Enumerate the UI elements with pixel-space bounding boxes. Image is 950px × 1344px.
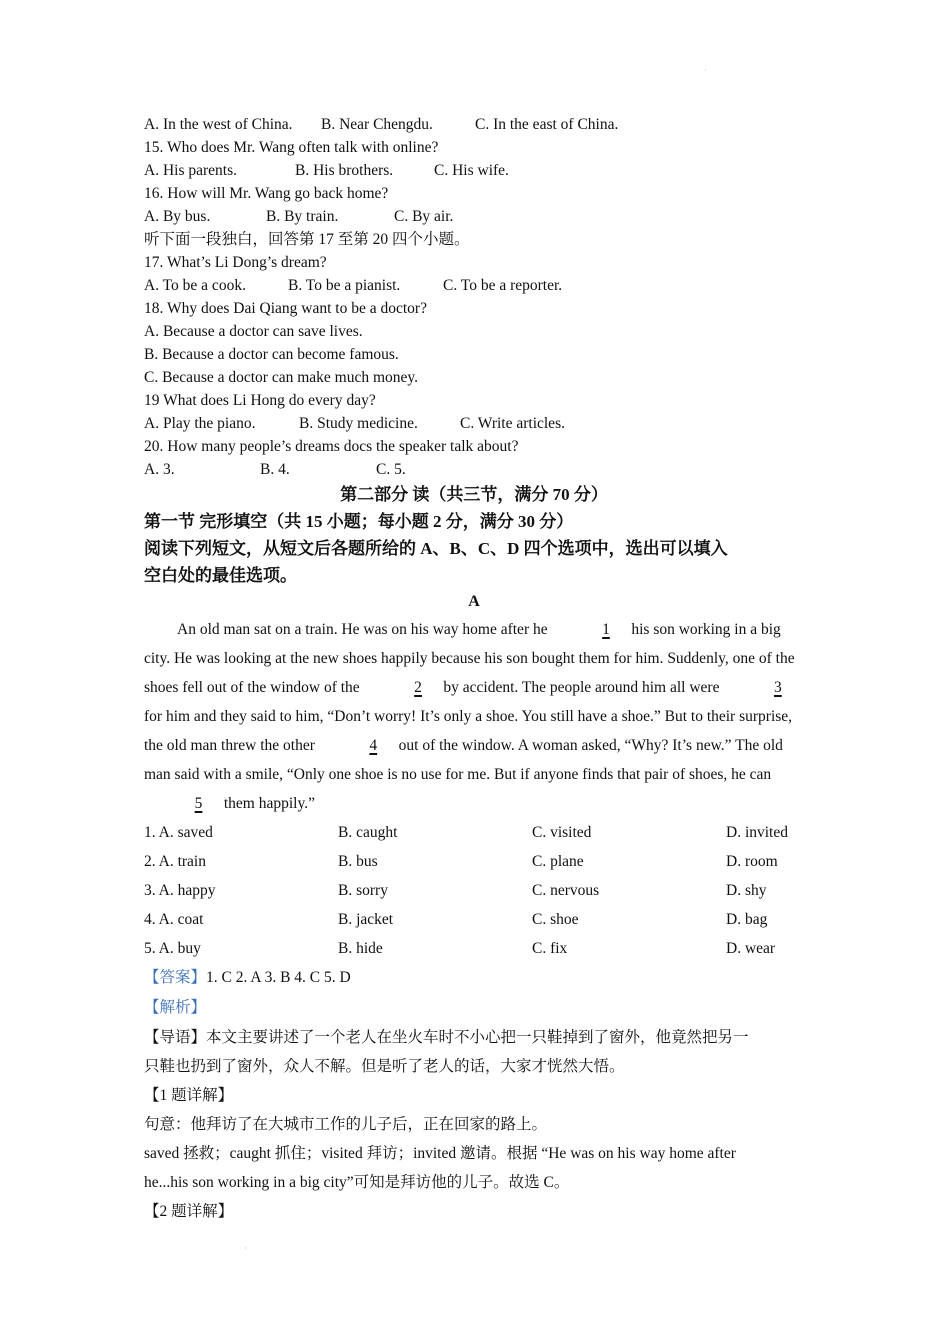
choice: 5. A. buy bbox=[144, 940, 201, 957]
option: B. Study medicine. bbox=[299, 415, 418, 432]
q18-option-c: C. Because a doctor can make much money. bbox=[144, 369, 419, 386]
choice: 2. A. train bbox=[144, 853, 206, 870]
guide-line-1: 【导语】本文主要讲述了一个老人在坐火车时不小心把一只鞋掉到了窗外，他竟然把另一 bbox=[144, 1029, 749, 1046]
passage-text: An old man sat on a train. He was on his way home after he bbox=[177, 621, 552, 638]
q19-question: 19 What does Li Hong do every day? bbox=[144, 392, 376, 409]
option: C. By air. bbox=[394, 208, 454, 225]
choice: C. visited bbox=[532, 824, 592, 841]
q14-options bbox=[144, 113, 804, 136]
q18-question: 18. Why does Dai Qiang want to be a doctor? bbox=[144, 300, 427, 317]
blank-1: 1 bbox=[602, 621, 610, 638]
choice: C. shoe bbox=[532, 911, 579, 928]
option: C. 5. bbox=[376, 461, 406, 478]
q16-options bbox=[144, 205, 804, 228]
option: C. To be a reporter. bbox=[443, 277, 563, 294]
option: C. Write articles. bbox=[460, 415, 565, 432]
detail1-sentence: 句意：他拜访了在大城市工作的儿子后，正在回家的路上。 bbox=[144, 1116, 548, 1133]
choice: 1. A. saved bbox=[144, 824, 213, 841]
choice: B. caught bbox=[338, 824, 398, 841]
choice: D. bag bbox=[726, 911, 768, 928]
q20-question: 20. How many people’s dreams docs the speaker talk about? bbox=[144, 438, 519, 455]
choice: B. bus bbox=[338, 853, 378, 870]
scan-mark-bottom: · bbox=[244, 1244, 247, 1253]
choice: C. nervous bbox=[532, 882, 600, 899]
q15-question: 15. Who does Mr. Wang often talk with online? bbox=[144, 139, 439, 156]
cloze-passage bbox=[144, 615, 804, 818]
detail1-explanation-1: saved 拯救；caught 抓住；visited 拜访；invited 邀请。根据 “He was on his way home after bbox=[144, 1145, 736, 1162]
option: B. 4. bbox=[260, 461, 290, 478]
option: A. His parents. bbox=[144, 162, 237, 179]
answer-line bbox=[144, 963, 804, 993]
part2-title: 第二部分 读（共三节，满分 70 分） bbox=[340, 485, 608, 504]
detail1-title: 【1 题详解】 bbox=[144, 1087, 234, 1104]
instruction-line-1: 阅读下列短文，从短文后各题所给的 A、B、C、D 四个选项中，选出可以填入 bbox=[144, 539, 728, 558]
option: B. To be a pianist. bbox=[288, 277, 401, 294]
blank-3: 3 bbox=[773, 679, 782, 696]
choice: C. plane bbox=[532, 853, 584, 870]
guide-line-2: 只鞋也扔到了窗外，众人不解。但是听了老人的话，大家才恍然大悟。 bbox=[144, 1058, 625, 1075]
q17-question: 17. What’s Li Dong’s dream? bbox=[144, 254, 327, 271]
analysis-tag: 【解析】 bbox=[144, 999, 207, 1016]
analysis-line bbox=[144, 993, 804, 1023]
option: A. In the west of China. bbox=[144, 116, 293, 133]
option: A. 3. bbox=[144, 461, 175, 478]
option: A. To be a cook. bbox=[144, 277, 246, 294]
section1-title: 第一节 完形填空（共 15 小题；每小题 2 分，满分 30 分） bbox=[144, 512, 574, 531]
passage-label: A bbox=[468, 593, 480, 610]
answer-text: 1. C 2. A 3. B 4. C 5. D bbox=[206, 969, 351, 986]
q17-options bbox=[144, 274, 804, 297]
detail1-explanation-2: he...his son working in a big city”可知是拜访他的儿子。故选 C。 bbox=[144, 1174, 570, 1191]
q16-question: 16. How will Mr. Wang go back home? bbox=[144, 185, 389, 202]
q20-options bbox=[144, 458, 804, 481]
option: B. His brothers. bbox=[295, 162, 394, 179]
document-page bbox=[144, 113, 804, 1226]
passage-text: his son working in a big city. He was looking at the new shoes happily because his son bought them for him. Suddenly, one of the shoes fell out of the window of the bbox=[144, 621, 795, 696]
choice: D. shy bbox=[726, 882, 767, 899]
choice: D. room bbox=[726, 853, 778, 870]
passage-text: them happily.” bbox=[220, 795, 315, 812]
cloze-choices bbox=[144, 818, 804, 963]
blank-2: 2 bbox=[414, 679, 422, 696]
choice: B. hide bbox=[338, 940, 383, 957]
option: B. By train. bbox=[266, 208, 339, 225]
option: C. In the east of China. bbox=[475, 116, 619, 133]
option: A. Play the piano. bbox=[144, 415, 256, 432]
scan-mark-top: · bbox=[704, 66, 707, 75]
passage-text: out of the window. A woman asked, “Why? It’s new.” The old man said with a smile, “Only one shoe is no use for me. But if anyone finds that pair of shoes, he can bbox=[144, 737, 783, 783]
choice: 4. A. coat bbox=[144, 911, 204, 928]
passage-text: by accident. The people around him all were bbox=[439, 679, 724, 696]
detail2-title: 【2 题详解】 bbox=[144, 1203, 234, 1220]
passage-text: for him and they said to him, “Don’t worry! It’s only a shoe. You still have a shoe.” But to their surprise, the old man threw the other bbox=[144, 708, 793, 754]
choice: B. jacket bbox=[338, 911, 394, 928]
choice: D. wear bbox=[726, 940, 776, 957]
choice: 3. A. happy bbox=[144, 882, 216, 899]
q19-options bbox=[144, 412, 804, 435]
option: C. His wife. bbox=[434, 162, 509, 179]
option: B. Near Chengdu. bbox=[321, 116, 433, 133]
option: A. By bus. bbox=[144, 208, 211, 225]
instruction-line-2: 空白处的最佳选项。 bbox=[144, 566, 297, 585]
monologue-intro: 听下面一段独白，回答第 17 至第 20 四个小题。 bbox=[144, 231, 470, 248]
q18-option-a: A. Because a doctor can save lives. bbox=[144, 323, 363, 340]
choice: B. sorry bbox=[338, 882, 388, 899]
choice: D. invited bbox=[726, 824, 788, 841]
q15-options bbox=[144, 159, 804, 182]
choice: C. fix bbox=[532, 940, 568, 957]
q18-option-b: B. Because a doctor can become famous. bbox=[144, 346, 399, 363]
blank-5: 5 bbox=[194, 795, 203, 812]
blank-4: 4 bbox=[369, 737, 378, 754]
answer-tag: 【答案】 bbox=[144, 969, 207, 986]
